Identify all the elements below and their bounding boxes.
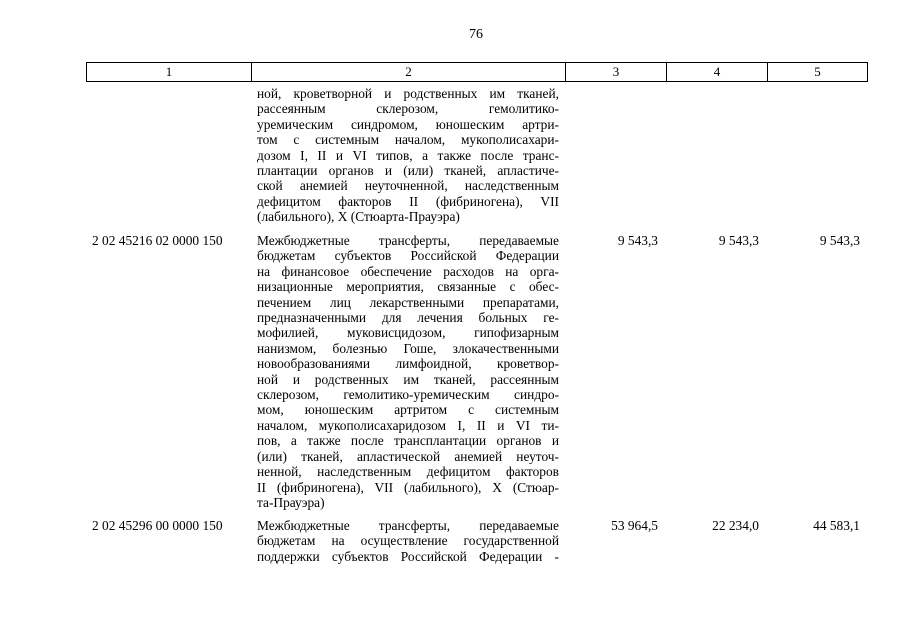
text-line: бюджетам субъектов Российской Федерации [257,248,559,264]
text-line: дозом I, II и VI типов, а также после транс- [257,147,559,163]
text-line: печением лиц лекарственными препаратами, [257,294,559,310]
text-line: низационные мероприятия, связанные с обес- [257,279,559,295]
header-col-2: 2 [251,63,565,81]
text-line: дефицитом факторов II (фибриногена), VII [257,193,559,209]
header-col-5: 5 [767,63,867,81]
text-line: ной и родственных им тканей, рассеянным [257,371,559,387]
text-line: ненной, наследственным дефицитом факторов [257,464,559,480]
text-line: предназначенными для лечения больных ге- [257,310,559,326]
text-line: поддержки субъектов Российской Федерации - [257,548,559,564]
row-description [257,518,559,564]
text-line: ной, кроветворной и родственных им тканей, [257,86,559,101]
text-line: та-Прауэра) [257,494,325,510]
text-line: склерозом, гемолитико-уремическим синдро- [257,387,559,403]
row-description [257,233,559,510]
text-line: началом, мукополисахаридозом I, II и VI ти- [257,417,559,433]
text-line: рассеянным склерозом, гемолитико- [257,101,559,117]
row-value-col4: 22 234,0 [712,518,759,533]
text-line: уремическим синдромом, юношеским артри- [257,116,559,132]
row-value-col5: 9 543,3 [819,233,860,248]
text-line: новообразованиями лимфоидной, кроветвор- [257,356,559,372]
row-value-col3: 9 543,3 [617,233,658,248]
text-line: пов, а также после трансплантации органов и [257,433,559,449]
row-code: 2 02 45216 02 0000 150 [92,233,223,248]
text-line: плантации органов и (или) тканей, апластиче- [257,163,559,179]
text-line: нанизмом, болезнью Гоше, злокачественными [257,340,559,356]
text-line: (или) тканей, апластической анемией неуточ- [257,448,559,464]
text-line: бюджетам на осуществление государственной [257,533,559,549]
header-col-1: 1 [165,64,173,79]
text-line: (лабильного), X (Стюарта-Прауэра) [257,209,460,225]
continuation-text [257,86,559,225]
row-value-col3: 53 964,5 [611,518,658,533]
table-header [86,62,868,82]
text-line: Межбюджетные трансферты, передаваемые [257,233,559,248]
header-col-3: 3 [565,63,666,81]
text-line: мофилией, муковисцидозом, гипофизарным [257,325,559,341]
row-value-col4: 9 543,3 [718,233,759,248]
row-code: 2 02 45296 00 0000 150 [92,518,223,533]
text-line: на финансовое обеспечение расходов на орга- [257,263,559,279]
row-value-col5: 44 583,1 [813,518,860,533]
header-col-4: 4 [666,63,767,81]
text-line: мом, юношеским артритом с системным [257,402,559,418]
text-line: ской анемией неуточненной, наследственным [257,178,559,194]
text-line: том с системным началом, мукополисахари- [257,132,559,148]
text-line: Межбюджетные трансферты, передаваемые [257,518,559,533]
text-line: II (фибриногена), VII (лабильного), X (Стюар- [257,479,559,495]
page-number: 76 [469,27,483,42]
